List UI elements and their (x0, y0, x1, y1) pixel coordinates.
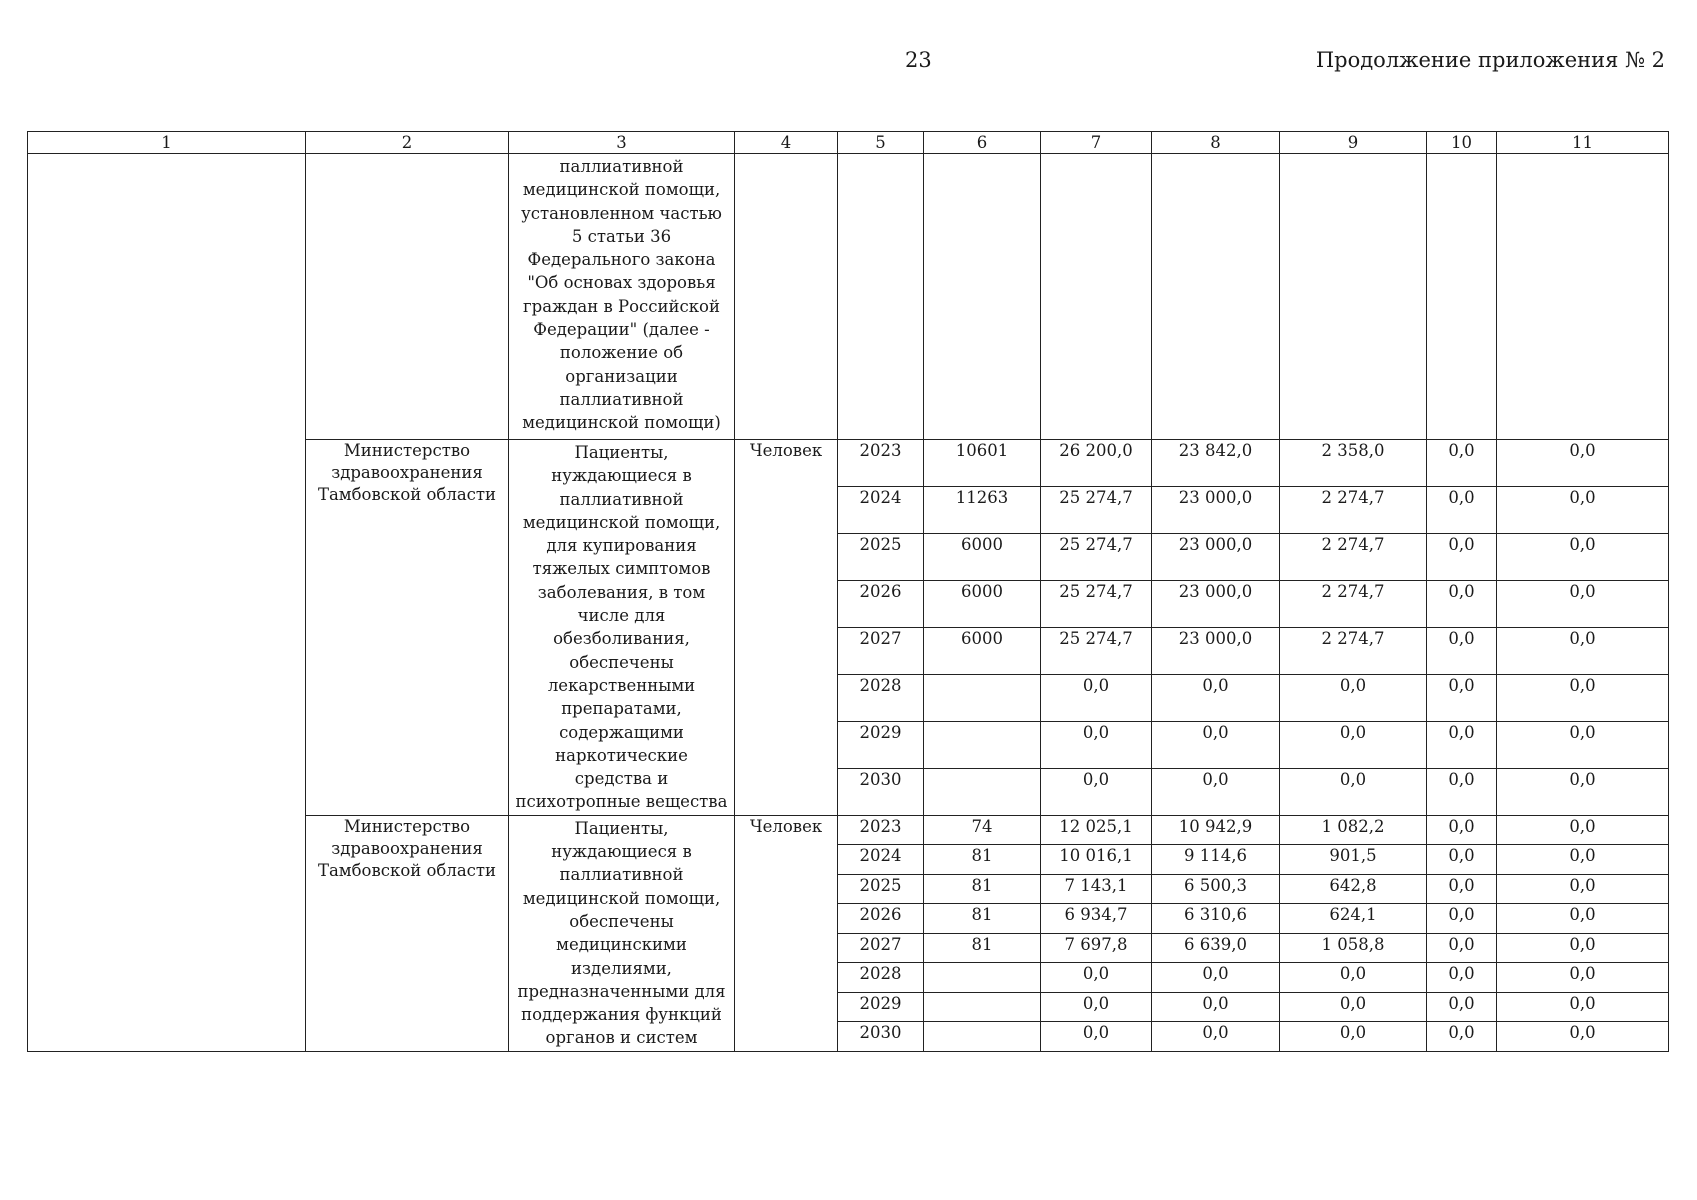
responsible-executor: Министерство здравоохранения Тамбовской области (306, 815, 509, 1051)
column-9-value: 901,5 (1280, 845, 1427, 874)
column-9-value: 0,0 (1280, 721, 1427, 768)
column-9-value: 0,0 (1280, 963, 1427, 992)
column-9-value: 2 274,7 (1280, 627, 1427, 674)
total-funding: 0,0 (1041, 1022, 1152, 1052)
total-funding: 25 274,7 (1041, 627, 1152, 674)
column-8-value: 6 639,0 (1152, 933, 1280, 962)
year-cell: 2027 (838, 627, 924, 674)
column-11-value: 0,0 (1497, 874, 1669, 903)
continuation-description: паллиативной медицинской помощи, установленном частью 5 статьи 36 Федерального закона "Об основах здоровья граждан в Российской Федерации" (далее - положение об организации паллиативной медицинской помощи) (509, 154, 735, 440)
column-10-value: 0,0 (1427, 486, 1497, 533)
column-number: 2 (306, 132, 509, 154)
column-10-value: 0,0 (1427, 627, 1497, 674)
total-funding: 0,0 (1041, 721, 1152, 768)
total-funding: 26 200,0 (1041, 440, 1152, 487)
year-cell: 2029 (838, 992, 924, 1021)
column-number: 4 (735, 132, 838, 154)
column-8-value: 23 000,0 (1152, 627, 1280, 674)
column-9-value: 0,0 (1280, 1022, 1427, 1052)
column-8-value: 0,0 (1152, 721, 1280, 768)
column-8-value: 0,0 (1152, 992, 1280, 1021)
column-8-value: 0,0 (1152, 1022, 1280, 1052)
total-funding: 6 934,7 (1041, 904, 1152, 933)
empty-cell (735, 154, 838, 440)
column-10-value: 0,0 (1427, 904, 1497, 933)
column-10-value: 0,0 (1427, 440, 1497, 487)
column-number: 5 (838, 132, 924, 154)
column-11-value: 0,0 (1497, 845, 1669, 874)
empty-cell (838, 154, 924, 440)
indicator-value: 81 (924, 904, 1041, 933)
column-11-value: 0,0 (1497, 992, 1669, 1021)
column-8-value: 0,0 (1152, 768, 1280, 815)
indicator-description: Пациенты, нуждающиеся в паллиативной медицинской помощи, для купирования тяжелых симптомов заболевания, в том числе для обезболивания, обеспечены лекарственными препаратами, содержащими наркотические средства и психотропные вещества (509, 440, 735, 816)
year-cell: 2028 (838, 674, 924, 721)
column-10-value: 0,0 (1427, 933, 1497, 962)
total-funding: 10 016,1 (1041, 845, 1152, 874)
indicator-value: 6000 (924, 627, 1041, 674)
empty-cell (1280, 154, 1427, 440)
indicator-value (924, 992, 1041, 1021)
column-10-value: 0,0 (1427, 533, 1497, 580)
responsible-executor: Министерство здравоохранения Тамбовской области (306, 440, 509, 816)
column-9-value: 0,0 (1280, 768, 1427, 815)
indicator-value (924, 674, 1041, 721)
empty-cell (1152, 154, 1280, 440)
column-10-value: 0,0 (1427, 815, 1497, 844)
column-8-value: 23 842,0 (1152, 440, 1280, 487)
indicator-value (924, 768, 1041, 815)
column-number: 6 (924, 132, 1041, 154)
column-number: 11 (1497, 132, 1669, 154)
column-9-value: 2 274,7 (1280, 486, 1427, 533)
total-funding: 25 274,7 (1041, 533, 1152, 580)
year-cell: 2023 (838, 815, 924, 844)
empty-cell (924, 154, 1041, 440)
column-8-value: 23 000,0 (1152, 580, 1280, 627)
column-number: 10 (1427, 132, 1497, 154)
column-8-value: 23 000,0 (1152, 533, 1280, 580)
column-10-value: 0,0 (1427, 721, 1497, 768)
column-9-value: 642,8 (1280, 874, 1427, 903)
column-9-value: 1 058,8 (1280, 933, 1427, 962)
indicator-value (924, 721, 1041, 768)
indicator-value (924, 963, 1041, 992)
column-9-value: 2 358,0 (1280, 440, 1427, 487)
column-number: 7 (1041, 132, 1152, 154)
column-8-value: 23 000,0 (1152, 486, 1280, 533)
column-11-value: 0,0 (1497, 440, 1669, 487)
total-funding: 0,0 (1041, 992, 1152, 1021)
column-10-value: 0,0 (1427, 674, 1497, 721)
empty-cell (306, 154, 509, 440)
column-11-value: 0,0 (1497, 1022, 1669, 1052)
column-number: 9 (1280, 132, 1427, 154)
column-number: 8 (1152, 132, 1280, 154)
total-funding: 25 274,7 (1041, 580, 1152, 627)
column-number: 1 (28, 132, 306, 154)
appendix-table (27, 131, 1669, 1052)
column-8-value: 10 942,9 (1152, 815, 1280, 844)
column-10-value: 0,0 (1427, 845, 1497, 874)
year-cell: 2025 (838, 533, 924, 580)
unit-of-measure: Человек (735, 815, 838, 1051)
year-cell: 2023 (838, 440, 924, 487)
indicator-value: 81 (924, 933, 1041, 962)
year-cell: 2026 (838, 580, 924, 627)
column-number-row (28, 132, 1669, 154)
year-cell: 2030 (838, 1022, 924, 1052)
empty-cell (1427, 154, 1497, 440)
year-cell: 2027 (838, 933, 924, 962)
year-cell: 2026 (838, 904, 924, 933)
column-9-value: 2 274,7 (1280, 533, 1427, 580)
column-11-value: 0,0 (1497, 533, 1669, 580)
column-8-value: 6 310,6 (1152, 904, 1280, 933)
year-cell: 2029 (838, 721, 924, 768)
indicator-value: 10601 (924, 440, 1041, 487)
column-10-value: 0,0 (1427, 768, 1497, 815)
year-cell: 2028 (838, 963, 924, 992)
column-number: 3 (509, 132, 735, 154)
column-10-value: 0,0 (1427, 963, 1497, 992)
indicator-value: 81 (924, 874, 1041, 903)
total-funding: 0,0 (1041, 768, 1152, 815)
column-11-value: 0,0 (1497, 486, 1669, 533)
year-cell: 2024 (838, 845, 924, 874)
empty-column-1-cell (28, 154, 306, 1052)
total-funding: 0,0 (1041, 674, 1152, 721)
total-funding: 7 143,1 (1041, 874, 1152, 903)
total-funding: 0,0 (1041, 963, 1152, 992)
continuation-row (28, 154, 1669, 440)
column-8-value: 0,0 (1152, 674, 1280, 721)
indicator-description: Пациенты, нуждающиеся в паллиативной медицинской помощи, обеспечены медицинскими изделиями, предназначенными для поддержания функций органов и систем (509, 815, 735, 1051)
column-11-value: 0,0 (1497, 580, 1669, 627)
indicator-value: 6000 (924, 533, 1041, 580)
year-cell: 2030 (838, 768, 924, 815)
column-11-value: 0,0 (1497, 674, 1669, 721)
column-9-value: 624,1 (1280, 904, 1427, 933)
empty-cell (1041, 154, 1152, 440)
column-11-value: 0,0 (1497, 904, 1669, 933)
column-11-value: 0,0 (1497, 963, 1669, 992)
year-cell: 2024 (838, 486, 924, 533)
column-11-value: 0,0 (1497, 815, 1669, 844)
unit-of-measure: Человек (735, 440, 838, 816)
column-10-value: 0,0 (1427, 874, 1497, 903)
column-10-value: 0,0 (1427, 1022, 1497, 1052)
column-8-value: 6 500,3 (1152, 874, 1280, 903)
column-11-value: 0,0 (1497, 627, 1669, 674)
column-11-value: 0,0 (1497, 933, 1669, 962)
column-8-value: 9 114,6 (1152, 845, 1280, 874)
column-9-value: 1 082,2 (1280, 815, 1427, 844)
column-10-value: 0,0 (1427, 580, 1497, 627)
column-10-value: 0,0 (1427, 992, 1497, 1021)
column-9-value: 0,0 (1280, 674, 1427, 721)
column-11-value: 0,0 (1497, 768, 1669, 815)
total-funding: 7 697,8 (1041, 933, 1152, 962)
column-9-value: 2 274,7 (1280, 580, 1427, 627)
column-8-value: 0,0 (1152, 963, 1280, 992)
indicator-value: 74 (924, 815, 1041, 844)
page-number: 23 (905, 48, 932, 72)
total-funding: 25 274,7 (1041, 486, 1152, 533)
total-funding: 12 025,1 (1041, 815, 1152, 844)
indicator-value (924, 1022, 1041, 1052)
column-9-value: 0,0 (1280, 992, 1427, 1021)
year-cell: 2025 (838, 874, 924, 903)
column-11-value: 0,0 (1497, 721, 1669, 768)
empty-cell (1497, 154, 1669, 440)
indicator-value: 81 (924, 845, 1041, 874)
appendix-continuation-note: Продолжение приложения № 2 (1315, 48, 1665, 72)
indicator-value: 11263 (924, 486, 1041, 533)
indicator-value: 6000 (924, 580, 1041, 627)
